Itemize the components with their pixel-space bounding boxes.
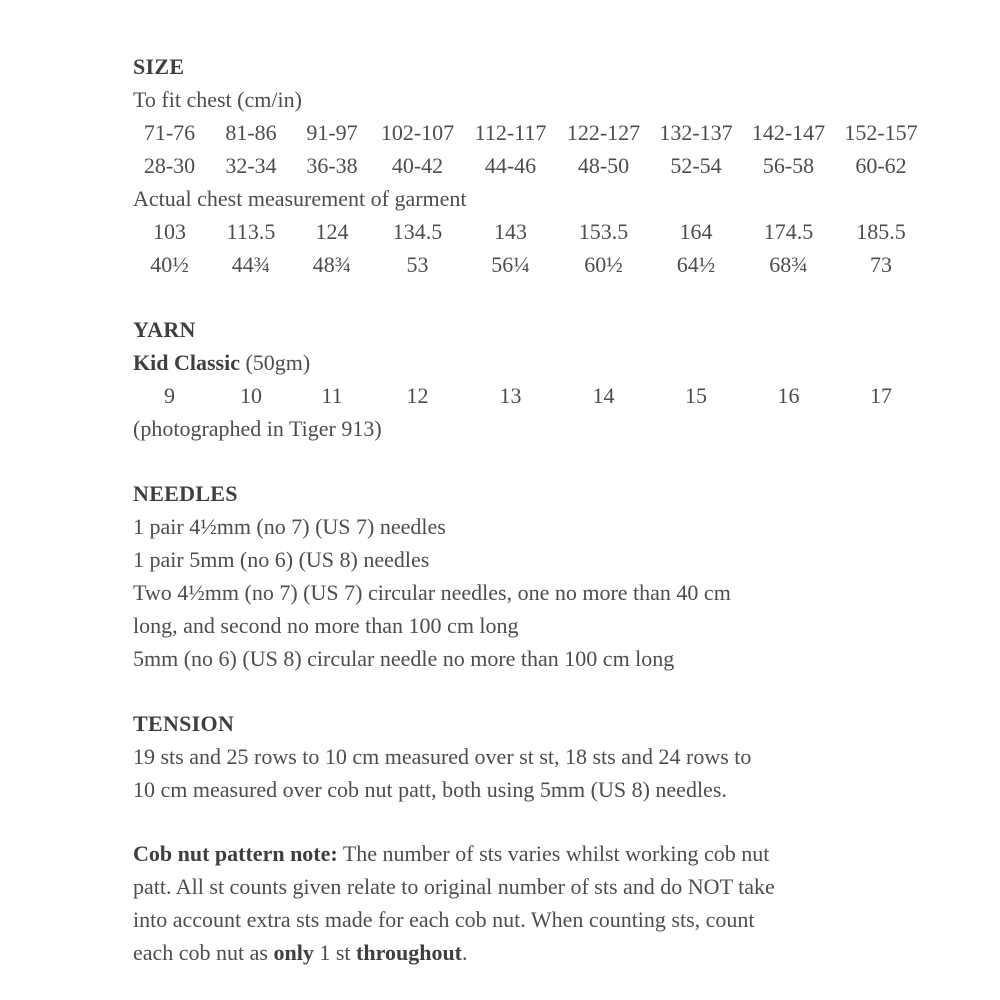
- yarn-type: [133, 346, 953, 379]
- cobnut-note-section: [133, 837, 953, 969]
- pattern-page: [133, 50, 953, 969]
- tension-line: 19 sts and 25 rows to 10 cm measured over st st, 18 sts and 24 rows to: [133, 744, 752, 769]
- yarn-balls-cell: 12: [406, 383, 429, 408]
- chest-cm-cell: 81-86: [225, 120, 277, 145]
- actual-in-cell: 68¾: [769, 252, 808, 277]
- actual-cm-cell: 174.5: [763, 219, 814, 244]
- actual-cm-cell: 153.5: [578, 219, 629, 244]
- actual-cm-cell: 164: [679, 219, 713, 244]
- actual-in-cell: 53: [406, 252, 429, 277]
- actual-in-cell: 64½: [676, 252, 716, 277]
- actual-in-cell: 48¾: [312, 252, 352, 277]
- tension-section: [133, 707, 953, 806]
- actual-cm-cell: 103: [153, 219, 186, 244]
- chest-in-cell: 44-46: [484, 153, 537, 178]
- needles-line: 1 pair 5mm (no 6) (US 8) needles: [133, 547, 430, 572]
- chest-cm-cell: 102-107: [380, 120, 455, 145]
- cobnut-label: Cob nut pattern note:: [133, 841, 338, 866]
- actual-cm-cell: 185.5: [856, 219, 906, 244]
- size-heading: SIZE: [133, 54, 185, 79]
- chest-cm-cell: 132-137: [659, 120, 733, 145]
- chest-in-cell: 56-58: [762, 153, 815, 178]
- actual-cm-cell: 134.5: [392, 219, 443, 244]
- yarn-balls-cell: 15: [685, 383, 707, 408]
- yarn-name: Kid Classic: [133, 350, 240, 375]
- chest-in-cell: 60-62: [855, 153, 907, 178]
- actual-cm-cell: 143: [494, 219, 527, 244]
- actual-in-cell: 73: [870, 252, 892, 277]
- chest-in-row: [130, 149, 953, 182]
- chest-in-cell: 32-34: [225, 153, 277, 178]
- tension-heading: TENSION: [133, 711, 235, 736]
- yarn-balls-cell: 10: [240, 383, 262, 408]
- section-gap: [133, 806, 953, 837]
- actual-label: Actual chest measurement of garment: [133, 186, 467, 211]
- actual-in-cell: 56¼: [491, 252, 530, 277]
- needles-line: long, and second no more than 100 cm long: [133, 613, 519, 638]
- chest-cm-row: [130, 116, 953, 149]
- cobnut-text: .: [462, 940, 468, 965]
- chest-cm-cell: 112-117: [474, 120, 547, 145]
- actual-cm-row: [130, 215, 953, 248]
- actual-in-cell: 44¾: [231, 252, 271, 277]
- section-gap: [133, 281, 953, 313]
- cobnut-emphasis: throughout: [356, 940, 463, 965]
- yarn-note: (photographed in Tiger 913): [133, 416, 382, 441]
- yarn-heading: YARN: [133, 317, 196, 342]
- actual-in-row: [130, 248, 953, 281]
- chest-in-cell: 36-38: [306, 153, 358, 178]
- yarn-weight: (50gm): [239, 350, 311, 375]
- yarn-balls-row: [130, 379, 953, 412]
- chest-cm-cell: 122-127: [566, 120, 641, 145]
- cobnut-line: [133, 837, 953, 870]
- cobnut-line: into account extra sts made for each cob nut. When counting sts, count: [133, 907, 755, 932]
- actual-in-cell: 40½: [150, 252, 189, 277]
- cobnut-text: each cob nut as: [133, 940, 274, 965]
- chest-cm-cell: 91-97: [306, 120, 358, 145]
- needles-line: 5mm (no 6) (US 8) circular needle no more than 100 cm long: [133, 646, 675, 671]
- needles-heading: NEEDLES: [133, 481, 238, 506]
- chest-in-cell: 40-42: [391, 153, 444, 178]
- chest-in-cell: 52-54: [670, 153, 722, 178]
- yarn-balls-cell: 17: [870, 383, 892, 408]
- actual-in-cell: 60½: [584, 252, 623, 277]
- actual-cm-cell: 124: [315, 219, 349, 244]
- yarn-balls-cell: 11: [321, 383, 343, 408]
- cobnut-emphasis: only: [273, 940, 314, 965]
- chest-cm-cell: 152-157: [844, 120, 918, 145]
- needles-line: 1 pair 4½mm (no 7) (US 7) needles: [133, 514, 446, 539]
- section-gap: [133, 445, 953, 477]
- section-gap: [133, 675, 953, 707]
- yarn-section: [133, 313, 953, 445]
- yarn-balls-cell: 9: [164, 383, 175, 408]
- needles-line: Two 4½mm (no 7) (US 7) circular needles, one no more than 40 cm: [133, 580, 731, 605]
- actual-cm-cell: 113.5: [226, 219, 276, 244]
- yarn-balls-cell: 16: [777, 383, 800, 408]
- yarn-balls-cell: 13: [499, 383, 522, 408]
- tension-line: 10 cm measured over cob nut patt, both using 5mm (US 8) needles.: [133, 777, 727, 802]
- chest-label: To fit chest (cm/in): [133, 87, 302, 112]
- needles-section: [133, 477, 953, 675]
- chest-in-cell: 28-30: [143, 153, 196, 178]
- cobnut-text: 1 st: [313, 940, 357, 965]
- size-section: [133, 50, 953, 281]
- cobnut-line: patt. All st counts given relate to original number of sts and do NOT take: [133, 874, 775, 899]
- chest-cm-cell: 71-76: [143, 120, 196, 145]
- chest-cm-cell: 142-147: [751, 120, 826, 145]
- cobnut-text: The number of sts varies whilst working cob nut: [337, 841, 770, 866]
- chest-in-cell: 48-50: [577, 153, 630, 178]
- yarn-balls-cell: 14: [592, 383, 615, 408]
- cobnut-line: [133, 936, 953, 969]
